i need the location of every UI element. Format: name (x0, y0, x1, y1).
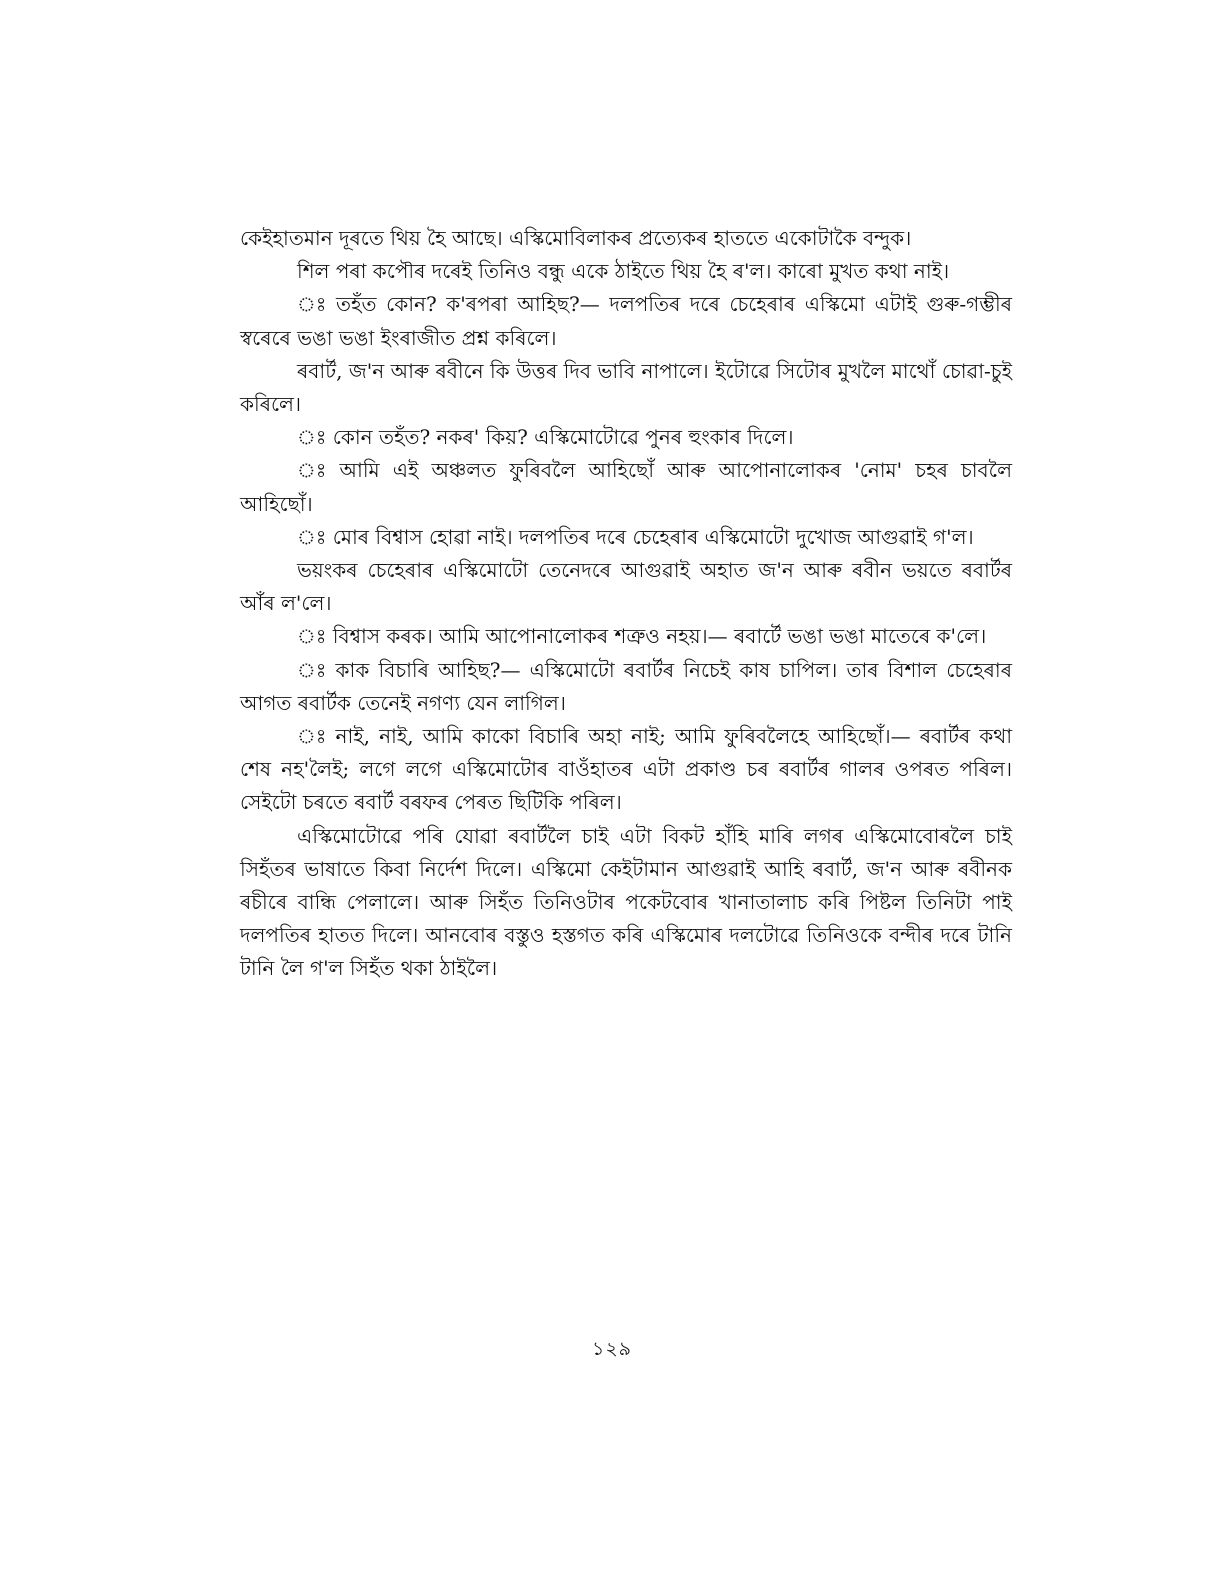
paragraph: ঃ আমি এই অঞ্চলত ফুৰিবলৈ আহিছোঁ আৰু আপোনালোকৰ 'নোম' চহৰ চাবলৈ আহিছোঁ। (240, 458, 1012, 516)
paragraph: কেইহাতমান দূৰতে থিয় হৈ আছে। এস্কিমোবিলাকৰ প্ৰত্যেকৰ হাততে একোটাকৈ বন্দুক। (240, 226, 912, 250)
paragraph: ঃ তহঁত কোন? ক'ৰপৰা আহিছ?— দলপতিৰ দৰে চেহেৰাৰ এস্কিমো এটাই গুৰু-গম্ভীৰ স্বৰেৰে ভঙা ভঙা ইংৰাজীত প্ৰশ্ন কৰিলে। (240, 292, 1012, 350)
paragraph: এস্কিমোটোৱে পৰি যোৱা ৰবাৰ্টলৈ চাই এটা বিকট হাঁহি মাৰি লগৰ এস্কিমোবোৰলৈ চাই সিহঁতৰ ভাষাতে কিবা নিৰ্দেশ দিলে। এস্কিমো কেইটামান আগুৱাই আহি ৰবাৰ্ট, জ'ন আৰু ৰবীনক ৰচীৰে বান্ধি পেলালে। আৰু সিহঁত তিনিওটাৰ পকেটবোৰ খানাতালাচ কৰি পিষ্টল তিনিটা পাই দলপতিৰ হাতত দিলে। আনবোৰ বস্তুও হস্তগত কৰি এস্কিমোৰ দলটোৱে তিনিওকে বন্দীৰ দৰে টানি টানি লৈ গ'ল সিহঁত থকা ঠাইলৈ। (240, 823, 1012, 981)
paragraph: ঃ কাক বিচাৰি আহিছ?— এস্কিমোটো ৰবাৰ্টৰ নিচেই কাষ চাপিল। তাৰ বিশাল চেহেৰাৰ আগত ৰবাৰ্টক তেনেই নগণ্য যেন লাগিল। (240, 657, 1012, 715)
paragraph: ভয়ংকৰ চেহেৰাৰ এস্কিমোটো তেনেদৰে আগুৱাই অহাত জ'ন আৰু ৰবীন ভয়তে ৰবাৰ্টৰ আঁৰ ল'লে। (240, 558, 1012, 616)
paragraph: ৰবাৰ্ট, জ'ন আৰু ৰবীনে কি উত্তৰ দিব ভাবি নাপালে। ইটোৱে সিটোৰ মুখলৈ মাথোঁ চোৱা-চুই কৰিলে। (240, 358, 1012, 417)
paragraph: ঃ কোন তহঁত? নকৰ' কিয়? এস্কিমোটোৱে পুনৰ হুংকাৰ দিলে। (297, 425, 794, 450)
paragraph: ঃ মোৰ বিশ্বাস হোৱা নাই। দলপতিৰ দৰে চেহেৰাৰ এস্কিমোটো দুখোজ আগুৱাই গ'ল। (297, 524, 974, 549)
body-text (240, 222, 1012, 986)
page-number: ১২৯ (591, 1338, 632, 1360)
paragraph: ঃ নাই, নাই, আমি কাকো বিচাৰি অহা নাই; আমি ফুৰিবলৈহে আহিছোঁ।— ৰবাৰ্টৰ কথা শেষ নহ'লৈই; লগে লগে এস্কিমোটোৰ বাওঁহাতৰ এটা প্ৰকাণ্ড চৰ ৰবাৰ্টৰ গালৰ ওপৰত পৰিল। সেইটো চৰতে ৰবাৰ্ট বৰফৰ পেৰত ছিটিকি পৰিল। (240, 724, 1012, 815)
paragraph: ঃ বিশ্বাস কৰক। আমি আপোনালোকৰ শত্ৰুও নহয়।— ৰবাৰ্টে ভঙা ভঙা মাতেৰে ক'লে। (297, 624, 987, 649)
paragraph: শিল পৰা কপৌৰ দৰেই তিনিও বন্ধু একে ঠাইতে থিয় হৈ ৰ'ল। কাৰো মুখত কথা নাই। (297, 259, 950, 284)
